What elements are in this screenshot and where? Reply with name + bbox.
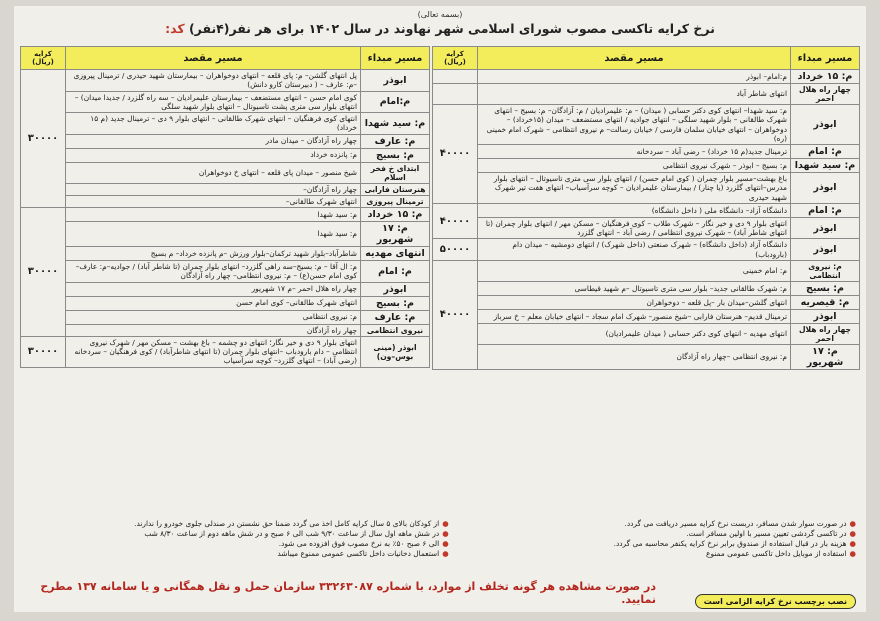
dest-header: مسیر مقصد	[478, 47, 791, 70]
dest-cell: انتهای مهدیه – انتهای کوی دکتر حسابی ( میدان علیمرادیان)	[478, 323, 791, 344]
dest-cell: کوی امام حسن – انتهای مستضعف – بیمارستان علیمرادیان – سه راه گلزرد / جدیدا میدان) – انتهای بلوار سی متری پشت تاسیوتال – انتهای بلوار شهید سلگی	[66, 91, 361, 113]
table-row	[21, 261, 430, 283]
table-row	[433, 173, 860, 204]
dest-cell: انتهای کوی فرهنگیان – انتهای شهرک طالقانی – انتهای بلوار ۹ دی – ترمینال جدید (م ۱۵ خرداد)	[66, 113, 361, 135]
page-title	[14, 21, 866, 36]
dest-cell: م: ال آقا – م: بسیج–سه راهی گلزرد– انتهای بلوار چمران (تا شاطر آباد) / جوادیه–م: عارف– کوی امام حسن(ع) – م: نیروی انتظامی– چهار راه آزادگان	[66, 261, 361, 283]
bullet-icon: ●	[442, 519, 449, 528]
dest-cell: دانشگاه آزاد (داخل دانشگاه) – شهرک صنعتی (داخل شهرک) / انتهای دومشیه – میدان دام (بارودباب)	[478, 239, 791, 261]
table-row	[433, 159, 860, 173]
origin-cell: م: عارف	[361, 310, 430, 324]
dest-cell: م: بسیج – ابوذر – شهرک نیروی انتظامی	[478, 159, 791, 173]
note-text: استفاده از موبایل داخل تاکسی عمومی ممنوع	[706, 549, 847, 558]
dest-cell: م: سید شهدا	[66, 222, 361, 247]
origin-cell: م: ۱۷ شهریور	[791, 344, 860, 369]
complaint-line: در صورت مشاهده هر گونه تخلف از موارد، با شماره ۳۳۲۶۳۰۸۷ سازمان حمل و نقل همگانی و یا سامانه ۱۳۷ مطرح نمایید.	[40, 580, 656, 606]
title-code: کد:	[165, 21, 185, 36]
dest-header: مسیر مقصد	[66, 47, 361, 70]
price-cell	[433, 84, 478, 105]
origin-cell: م: قیصریه	[791, 295, 860, 309]
origin-cell: ابوذر	[791, 173, 860, 204]
origin-cell: م: بسیج	[361, 296, 430, 310]
dest-cell: باغ بهشت–مسیر بلوار چمران ( کوی امام حسن) / انتهای بلوار سی متری تاسیوتال – انتهای بلوار مدرس–انتهای گلزرد (یا چنار) / بیمارستان علیمرادیان – کوچه سرآسیاب– انتهای هفت تیر شهرک شهید حیدری	[478, 173, 791, 204]
table-row	[21, 336, 430, 367]
dest-cell: ترمینال قدیم– هنرستان فارابی –شیخ منصور– شهرک امام سجاد – انتهای خیابان معلم – خ سرباز	[478, 309, 791, 323]
note-line	[451, 519, 856, 528]
dest-cell: ترمینال جدید(م ۱۵ خرداد) – رضی آباد – سردخانه	[478, 145, 791, 159]
bullet-icon: ●	[849, 519, 856, 528]
notes	[26, 518, 856, 559]
dest-cell: چهار راه آزادگان–	[66, 183, 361, 195]
table-row	[433, 84, 860, 105]
origin-cell: هنرستان فارابی	[361, 183, 430, 195]
note-line	[451, 549, 856, 558]
origin-cell: ابتدای خ فخر اسلام	[361, 162, 430, 183]
note-text: هزینه بار در قبال استفاده از صندوق برابر نرخ کرایه یکنفر محاسبه می گردد.	[613, 539, 847, 548]
dest-cell: م: پانزده خرداد	[66, 148, 361, 162]
notes-right	[451, 518, 856, 559]
price-cell: ۳۰۰۰۰	[21, 70, 66, 208]
origin-cell: ابوذر	[361, 70, 430, 92]
dest-cell: انتهای بلوار ۹ دی و خیر نگار – شهرک طلاب – کوی فرهنگیان – مسکن مهر / انتهای بلوار چمران (تا انتهای شاطر آباد) – شهرک نیروی انتظامی / رضی آباد – انتهای گلزرد	[478, 217, 791, 239]
table-row	[433, 260, 860, 281]
dest-cell: م: سید شهدا	[66, 208, 361, 222]
note-line	[44, 549, 449, 558]
origin-cell: م:امام	[361, 91, 430, 113]
origin-cell: چهار راه هلال احمر	[791, 84, 860, 105]
price-cell: ۵۰۰۰۰	[433, 239, 478, 261]
note-line	[44, 529, 449, 538]
dest-cell: شیخ منصور – میدان پای قلعه – انتهای خ دوخواهران	[66, 162, 361, 183]
origin-cell: م: امام	[791, 145, 860, 159]
note-text: در شش ماهه اول سال از ساعت ۹/۳۰ شب الی ۶ صبح و در شش ماهه دوم از ساعت ۸/۳۰ شب	[144, 529, 440, 538]
origin-cell: نیروی انتظامی	[361, 324, 430, 336]
origin-cell: م: ۱۵ خرداد	[791, 70, 860, 84]
dest-cell: چهار راه آزادگان – میدان مادر	[66, 134, 361, 148]
price-cell: ۳۰۰۰۰	[21, 208, 66, 337]
note-text: از کودکان بالای ۵ سال کرایه کامل اخذ می گردد ضمنا حق نشستن در صندلی جلوی خودرو را ندارند.	[134, 519, 440, 528]
dest-cell: انتهای شهرک طالقانی– کوی امام حسن	[66, 296, 361, 310]
table-row	[433, 295, 860, 309]
dest-cell: دانشگاه آزاد– دانشگاه ملی ( داخل دانشگاه)	[478, 203, 791, 217]
bullet-icon: ●	[442, 539, 449, 548]
origin-header: مسیر مبداء	[361, 47, 430, 70]
table-row	[21, 324, 430, 336]
table-row	[433, 70, 860, 84]
bullet-icon: ●	[849, 549, 856, 558]
origin-cell: م: امام	[361, 261, 430, 283]
origin-cell: ابوذر	[791, 217, 860, 239]
bullet-icon: ●	[849, 539, 856, 548]
note-line	[44, 519, 449, 528]
bullet-icon: ●	[442, 549, 449, 558]
table-row	[433, 203, 860, 217]
origin-cell: ابوذر	[791, 105, 860, 145]
origin-cell: م: بسیج	[791, 281, 860, 295]
origin-cell: م: ۱۵ خرداد	[361, 208, 430, 222]
dest-cell: چهار راه آزادگان	[66, 324, 361, 336]
table-row	[21, 282, 430, 296]
table-row	[21, 91, 430, 113]
notes-left	[44, 518, 449, 559]
origin-cell: ابوذر (مینی بوس–ون)	[361, 336, 430, 367]
price-cell	[433, 70, 478, 84]
note-line	[451, 529, 856, 538]
note-text: در تاکسی گردشی تعیین مسیر با اولین مسافر است.	[686, 529, 847, 538]
table-row	[433, 105, 860, 145]
table-row	[21, 113, 430, 135]
dest-cell: پل انتهای گلشن– م: پای قلعه – انتهای دوخواهران – بیمارستان شهید حیدری / ترمینال پیروزی –م: عارف – ( دبیرستان کارو دانش)	[66, 70, 361, 92]
note-text: در صورت سوار شدن مسافر، دربست نرخ کرایه مسیر دریافت می گردد.	[624, 519, 847, 528]
table-row	[21, 70, 430, 92]
table-row	[21, 183, 430, 195]
bullet-icon: ●	[442, 529, 449, 538]
origin-cell: ابوذر	[791, 309, 860, 323]
origin-cell: ابوذر	[791, 239, 860, 261]
dest-cell: م: شهرک طالقانی جدید– بلوار سی متری تاسیوتال –م شهید قیطاسی	[478, 281, 791, 295]
price-cell: ۳۰۰۰۰	[21, 336, 66, 367]
price-header: کرایه (ریال)	[433, 47, 478, 70]
fare-table-right	[432, 46, 860, 370]
price-header: کرایه (ریال)	[21, 47, 66, 70]
table-row	[21, 195, 430, 207]
dest-cell: انتهای بلوار ۹ دی و خیر نگار؛ انتهای دو چشمه – باغ بهشت – مسکن مهر / شهرک نیروی انتظامی – دام بارودباب –انتهای بلوار چمران (تا انتهای شاطرآباد) / کوی فرهنگیان – سردخانه (رضی آباد) – انتهای گلزرد– کوچه سرآسیاب	[66, 336, 361, 367]
sticker-badge: نصب برچسب نرخ کرایه الزامی است	[695, 594, 856, 609]
table-row	[21, 134, 430, 148]
table-row	[21, 208, 430, 222]
origin-cell: ترمینال پیروزی	[361, 195, 430, 207]
price-cell: ۴۰۰۰۰	[433, 260, 478, 369]
origin-cell: م: بسیج	[361, 148, 430, 162]
dest-cell: انتهای گلشن–میدان بار –پل قلعه – دوخواهران	[478, 295, 791, 309]
table-row	[433, 344, 860, 369]
dest-cell: م: نیروی انتظامی	[66, 310, 361, 324]
origin-cell: ابوذر	[361, 282, 430, 296]
dest-cell: شاطرآباد–بلوار شهید ترکمان–بلوار ورزش –م پانزده خرداد– م بسیج	[66, 247, 361, 261]
note-line	[451, 539, 856, 548]
table-row	[21, 222, 430, 247]
note-line	[44, 539, 449, 548]
note-text: استعمال دخانیات داخل تاکسی عمومی ممنوع میباشد	[277, 549, 440, 558]
dest-cell: م: امام خمینی	[478, 260, 791, 281]
table-row	[433, 239, 860, 261]
table-row	[433, 323, 860, 344]
price-cell: ۴۰۰۰۰	[433, 105, 478, 204]
price-cell: ۴۰۰۰۰	[433, 203, 478, 239]
bullet-icon: ●	[849, 529, 856, 538]
origin-cell: چهار راه هلال احمر	[791, 323, 860, 344]
origin-cell: م: سید شهدا	[791, 159, 860, 173]
table-row	[21, 162, 430, 183]
table-row	[21, 247, 430, 261]
dest-cell: انتهای شاطر آباد	[478, 84, 791, 105]
origin-cell: م: سید شهدا	[361, 113, 430, 135]
origin-cell: م: نیروی انتظامی	[791, 260, 860, 281]
origin-cell: م: امام	[791, 203, 860, 217]
table-row	[21, 296, 430, 310]
fare-table-left	[20, 46, 430, 368]
fare-sheet	[14, 6, 866, 612]
table-row	[21, 148, 430, 162]
table-row	[433, 309, 860, 323]
origin-cell: م: عارف	[361, 134, 430, 148]
note-text: الی ۶ صبح ۵۰٪ به نرخ مصوب فوق افزوده می شود.	[278, 539, 440, 548]
title-main: نرخ کرایه تاکسی مصوب شورای اسلامی شهر نهاوند در سال ۱۴۰۲ برای هر نفر(۴نفر)	[188, 21, 715, 36]
origin-cell: م: ۱۷ شهریور	[361, 222, 430, 247]
origin-header: مسیر مبداء	[791, 47, 860, 70]
dest-cell: م: نیروی انتظامی –چهار راه آزادگان	[478, 344, 791, 369]
basmala: (بسمه تعالی)	[417, 10, 463, 19]
dest-cell: چهار راه هلال احمر –م ۱۷ شهریور	[66, 282, 361, 296]
dest-cell: انتهای شهرک طالقانی–	[66, 195, 361, 207]
origin-cell: انتهای مهدیه	[361, 247, 430, 261]
table-row	[433, 217, 860, 239]
table-row	[21, 310, 430, 324]
dest-cell: م:امام– ابوذر	[478, 70, 791, 84]
dest-cell: م: سید شهدا– انتهای کوی دکتر حسابی ( میدان) – م: علیمرادیان / م: آزادگان– م: بسیج – انتهای شهرک طالقانی – بلوار شهید سلگی – انتهای جوادیه / انتهای مستضعف – میدان (۱۵خرداد) – دوخواهران – انتهای خیابان سلمان فارسی / خیابان رسالت– م نیروی انتظامی – شهرک امام خمینی (ره)	[478, 105, 791, 145]
table-row	[433, 145, 860, 159]
table-row	[433, 281, 860, 295]
